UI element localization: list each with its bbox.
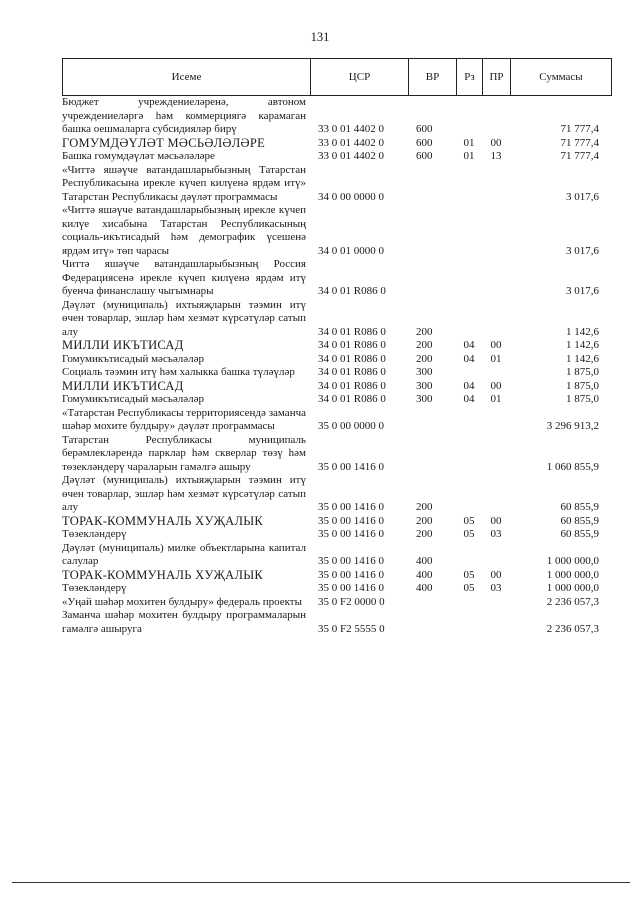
cell-pr: [482, 474, 510, 515]
cell-sum: [510, 407, 610, 434]
cell-name: [62, 339, 310, 353]
table-row: [62, 299, 612, 340]
cell-csr: [310, 164, 408, 205]
cell-vr: [408, 339, 456, 353]
cell-name: [62, 150, 310, 164]
cell-vr: [408, 515, 456, 529]
cell-name: [62, 380, 310, 394]
cell-sum: [510, 137, 610, 151]
cell-rz: [456, 393, 482, 407]
cell-rz: [456, 596, 482, 610]
cell-sum: [510, 258, 610, 299]
table-row: [62, 515, 612, 529]
page-number: 131: [310, 30, 330, 44]
page-bottom-rule: [12, 882, 630, 883]
cell-name: [62, 258, 310, 299]
cell-vr-text: 600: [416, 123, 433, 135]
cell-name-text: МИЛЛИ ИКЪТИСАД: [62, 378, 184, 393]
cell-pr-text: 00: [490, 379, 502, 392]
cell-vr-text: 200: [416, 528, 433, 540]
cell-rz: [456, 474, 482, 515]
cell-pr: [482, 515, 510, 529]
cell-pr: [482, 339, 510, 353]
table-row: [62, 137, 612, 151]
cell-csr-text: 34 0 01 R086 0: [318, 366, 386, 378]
cell-name-text: Гомумикътисадый мәсьәләләр: [62, 352, 204, 365]
cell-sum-text: 60 855,9: [560, 528, 599, 540]
header-vr: ВР: [409, 59, 457, 95]
cell-sum: [510, 204, 610, 258]
cell-vr-text: 400: [416, 582, 433, 594]
cell-name: [62, 582, 310, 596]
cell-name-text: ТОРАК-КОММУНАЛЬ ХУҖАЛЫК: [62, 513, 264, 528]
cell-vr: [408, 434, 456, 475]
cell-vr: [408, 96, 456, 137]
cell-pr: [482, 353, 510, 367]
cell-sum: [510, 366, 610, 380]
cell-rz: [456, 339, 482, 353]
cell-name-text: «Уңай шәһәр мохитен булдыру» федераль проекты: [62, 595, 303, 608]
cell-rz: [456, 258, 482, 299]
cell-vr-text: 400: [416, 568, 433, 581]
table-row: [62, 582, 612, 596]
cell-csr-text: 34 0 01 R086 0: [318, 339, 386, 351]
cell-csr: [310, 380, 408, 394]
cell-sum: [510, 353, 610, 367]
cell-csr-text: 35 0 00 1416 0: [318, 568, 384, 581]
cell-vr: [408, 137, 456, 151]
cell-sum: [510, 150, 610, 164]
table-row: [62, 569, 612, 583]
cell-rz-text: 04: [463, 352, 475, 365]
cell-csr-text: 35 0 F2 5555 0: [318, 622, 385, 635]
cell-name: [62, 542, 310, 569]
cell-rz: [456, 582, 482, 596]
cell-csr-text: 34 0 01 R086 0: [318, 379, 386, 392]
table-row: [62, 407, 612, 434]
cell-name: [62, 164, 310, 205]
cell-sum: [510, 164, 610, 205]
cell-vr-text: 400: [416, 555, 433, 567]
cell-name-text: Гомумикътисадый мәсьәләләр: [62, 393, 204, 405]
cell-sum-text: 1 060 855,9: [546, 460, 599, 473]
table-row: [62, 96, 612, 137]
cell-csr: [310, 258, 408, 299]
cell-name: [62, 204, 310, 258]
cell-rz: [456, 96, 482, 137]
cell-rz-text: 01: [463, 136, 475, 149]
cell-name-text: Дәүләт (муниципаль) милке объектларына капитал салулар: [62, 541, 306, 567]
table-row: [62, 366, 612, 380]
cell-csr: [310, 366, 408, 380]
cell-sum-text: 2 236 057,3: [546, 595, 599, 608]
cell-name-text: МИЛЛИ ИКЪТИСАД: [62, 338, 184, 352]
cell-rz: [456, 299, 482, 340]
cell-pr-text: 00: [490, 514, 502, 527]
cell-name-text: Татарстан Республикасы муниципаль берәмлекләрендә парклар һәм скверлар төзү һәм төзекләндерү чараларын гамәлгә ашыру: [62, 433, 306, 473]
cell-csr-text: 35 0 00 1416 0: [318, 460, 384, 473]
cell-vr-text: 200: [416, 352, 433, 365]
cell-pr: [482, 204, 510, 258]
cell-csr: [310, 528, 408, 542]
cell-sum-text: 3 296 913,2: [546, 420, 599, 432]
cell-vr: [408, 299, 456, 340]
cell-csr-text: 34 0 00 0000 0: [318, 190, 384, 203]
cell-name-text: ТОРАК-КОММУНАЛЬ ХУҖАЛЫК: [62, 567, 264, 582]
cell-name: [62, 353, 310, 367]
cell-csr-text: 34 0 01 R086 0: [318, 393, 386, 405]
cell-sum-text: 60 855,9: [560, 514, 599, 527]
cell-name: [62, 596, 310, 610]
cell-pr: [482, 258, 510, 299]
cell-rz: [456, 569, 482, 583]
cell-sum: [510, 299, 610, 340]
cell-csr: [310, 150, 408, 164]
cell-rz: [456, 380, 482, 394]
cell-rz-text: 05: [463, 582, 475, 594]
cell-vr: [408, 366, 456, 380]
cell-csr-text: 33 0 01 4402 0: [318, 123, 384, 135]
cell-name-text: ГОМУМДӘҮЛӘТ МӘСЬӘЛӘЛӘРЕ: [62, 135, 266, 150]
cell-pr-text: 13: [490, 150, 502, 162]
cell-name: [62, 137, 310, 151]
cell-vr-text: 200: [416, 325, 433, 338]
cell-csr-text: 34 0 01 0000 0: [318, 244, 384, 257]
cell-name-text: Дәүләт (муниципаль) ихтыяҗларын тәэмин итү өчен товарлар, эшләр һәм хезмәт күрсәтүләр сатып алу: [62, 298, 306, 338]
cell-rz: [456, 515, 482, 529]
header-pr: ПР: [483, 59, 511, 95]
table-row: [62, 609, 612, 636]
cell-csr: [310, 137, 408, 151]
cell-sum-text: 3 017,6: [566, 190, 599, 203]
cell-vr: [408, 258, 456, 299]
cell-name: [62, 569, 310, 583]
cell-csr: [310, 569, 408, 583]
table-row: [62, 393, 612, 407]
cell-pr: [482, 150, 510, 164]
cell-rz-text: 05: [463, 514, 475, 527]
cell-rz-text: 04: [463, 393, 475, 405]
cell-name-text: Төзекләндерү: [62, 528, 127, 540]
cell-sum-text: 71 777,4: [560, 123, 599, 135]
header-rz: Рз: [457, 59, 483, 95]
cell-sum-text: 1 875,0: [566, 366, 599, 378]
cell-pr: [482, 542, 510, 569]
cell-name: [62, 393, 310, 407]
cell-rz: [456, 366, 482, 380]
cell-pr: [482, 582, 510, 596]
cell-vr: [408, 380, 456, 394]
cell-csr-text: 35 0 00 1416 0: [318, 528, 384, 540]
cell-csr: [310, 393, 408, 407]
cell-vr: [408, 164, 456, 205]
cell-vr: [408, 596, 456, 610]
cell-rz-text: 04: [463, 339, 475, 351]
cell-pr: [482, 434, 510, 475]
cell-sum-text: 1 000 000,0: [546, 568, 599, 581]
table-row: [62, 528, 612, 542]
cell-pr: [482, 528, 510, 542]
cell-name: [62, 609, 310, 636]
cell-rz: [456, 164, 482, 205]
cell-vr: [408, 353, 456, 367]
cell-pr: [482, 164, 510, 205]
cell-vr: [408, 204, 456, 258]
cell-sum: [510, 515, 610, 529]
cell-name: [62, 434, 310, 475]
cell-csr-text: 34 0 01 R086 0: [318, 285, 386, 297]
cell-csr: [310, 596, 408, 610]
cell-pr: [482, 569, 510, 583]
cell-sum: [510, 609, 610, 636]
cell-pr: [482, 596, 510, 610]
cell-pr-text: 00: [490, 136, 502, 149]
cell-sum: [510, 596, 610, 610]
cell-rz: [456, 609, 482, 636]
cell-rz: [456, 204, 482, 258]
cell-csr: [310, 339, 408, 353]
cell-vr: [408, 542, 456, 569]
cell-csr-text: 35 0 F2 0000 0: [318, 595, 385, 608]
cell-pr: [482, 393, 510, 407]
cell-vr-text: 200: [416, 501, 433, 513]
table-row: [62, 542, 612, 569]
cell-sum-text: 1 875,0: [566, 393, 599, 405]
cell-pr: [482, 96, 510, 137]
cell-csr-text: 34 0 01 R086 0: [318, 352, 386, 365]
cell-rz: [456, 407, 482, 434]
cell-vr-text: 600: [416, 150, 433, 162]
cell-rz: [456, 353, 482, 367]
table-body: [62, 96, 612, 636]
cell-vr-text: 300: [416, 393, 433, 405]
table-row: [62, 596, 612, 610]
cell-rz: [456, 137, 482, 151]
cell-name-text: Заманча шәһәр мохитен булдыру программаларын гамәлгә ашыруга: [62, 609, 306, 635]
cell-vr-text: 300: [416, 379, 433, 392]
header-name: Исеме: [63, 59, 311, 95]
table-header: [62, 58, 612, 96]
cell-csr-text: 35 0 00 1416 0: [318, 501, 384, 513]
cell-pr: [482, 380, 510, 394]
cell-name: [62, 96, 310, 137]
cell-vr: [408, 528, 456, 542]
cell-name-text: Башка гомумдәүләт мәсьәләләре: [62, 150, 215, 162]
cell-rz-text: 05: [463, 568, 475, 581]
cell-name: [62, 299, 310, 340]
cell-sum-text: 71 777,4: [560, 136, 599, 149]
table-row: [62, 434, 612, 475]
cell-vr: [408, 407, 456, 434]
header-sum: Суммасы: [539, 71, 583, 83]
cell-name-text: Дәүләт (муниципаль) ихтыяҗларын тәэмин итү өчен товарлар, эшләр һәм хезмәт күрсәтүләр сатып алу: [62, 474, 306, 513]
cell-rz-text: 05: [463, 528, 475, 540]
cell-vr: [408, 582, 456, 596]
cell-pr-text: 00: [490, 339, 502, 351]
cell-pr: [482, 299, 510, 340]
cell-csr: [310, 515, 408, 529]
cell-pr-text: 01: [490, 352, 502, 365]
cell-vr: [408, 150, 456, 164]
cell-sum-text: 1 142,6: [566, 339, 599, 351]
cell-pr: [482, 137, 510, 151]
cell-csr-text: 35 0 00 1416 0: [318, 514, 384, 527]
cell-csr-text: 35 0 00 1416 0: [318, 582, 384, 594]
table-row: [62, 474, 612, 515]
cell-vr-text: 200: [416, 514, 433, 527]
cell-pr-text: 01: [490, 393, 502, 405]
cell-sum: [510, 582, 610, 596]
cell-sum-text: 1 000 000,0: [546, 555, 599, 567]
cell-csr-text: 33 0 01 4402 0: [318, 150, 384, 162]
cell-csr-text: 34 0 01 R086 0: [318, 325, 386, 338]
cell-name-text: «Читтә яшәүче ватандашларыбызның ирекле күчеп килүе хисабына Татарстан Республикасының социаль-икътисадый һәм демографик үсешенә ярдәм итү» төп чарасы: [62, 204, 306, 257]
cell-rz: [456, 528, 482, 542]
cell-sum-text: 3 017,6: [566, 244, 599, 257]
cell-csr-text: 35 0 00 1416 0: [318, 555, 384, 567]
cell-name-text: «Читтә яшәүче ватандашларыбызның Татарстан Республикасына ирекле күчеп килүенә ярдәм итү» Татарстан Республикасы дәүләт программасы: [62, 163, 306, 203]
cell-csr: [310, 96, 408, 137]
cell-pr-text: 00: [490, 568, 502, 581]
cell-rz-text: 01: [463, 150, 475, 162]
cell-pr: [482, 609, 510, 636]
cell-sum: [510, 569, 610, 583]
table-row: [62, 353, 612, 367]
cell-name: [62, 366, 310, 380]
cell-sum: [510, 393, 610, 407]
cell-sum: [510, 528, 610, 542]
cell-sum: [510, 542, 610, 569]
table-row: [62, 258, 612, 299]
cell-csr: [310, 434, 408, 475]
table-row: [62, 204, 612, 258]
cell-csr: [310, 299, 408, 340]
cell-csr: [310, 474, 408, 515]
cell-sum-text: 71 777,4: [560, 150, 599, 162]
cell-sum-text: 1 142,6: [566, 352, 599, 365]
cell-sum-text: 60 855,9: [560, 501, 599, 513]
cell-csr-text: 33 0 01 4402 0: [318, 136, 384, 149]
cell-pr: [482, 407, 510, 434]
cell-sum: [510, 474, 610, 515]
cell-csr: [310, 353, 408, 367]
cell-vr: [408, 474, 456, 515]
cell-csr: [310, 542, 408, 569]
cell-sum-text: 1 875,0: [566, 379, 599, 392]
cell-sum: [510, 434, 610, 475]
cell-name-text: Төзекләндерү: [62, 582, 127, 594]
cell-csr-text: 35 0 00 0000 0: [318, 420, 384, 432]
cell-vr: [408, 393, 456, 407]
cell-rz: [456, 434, 482, 475]
cell-rz: [456, 150, 482, 164]
cell-vr-text: 600: [416, 136, 433, 149]
cell-rz-text: 04: [463, 379, 475, 392]
cell-name-text: Социаль тәэмин итү һәм халыкка башка түләүләр: [62, 366, 295, 378]
cell-name: [62, 515, 310, 529]
cell-vr-text: 300: [416, 366, 433, 378]
cell-csr: [310, 582, 408, 596]
cell-name: [62, 407, 310, 434]
table-row: [62, 164, 612, 205]
cell-name: [62, 528, 310, 542]
cell-csr: [310, 204, 408, 258]
cell-name-text: «Татарстан Республикасы территориясендә заманча шәһәр мохите булдыру» дәүләт программасы: [62, 406, 306, 432]
cell-vr: [408, 609, 456, 636]
cell-pr-text: 03: [490, 528, 502, 540]
cell-sum-text: 2 236 057,3: [546, 622, 599, 635]
table-row: [62, 380, 612, 394]
table-row: [62, 150, 612, 164]
cell-sum-text: 1 000 000,0: [546, 582, 599, 594]
cell-name-text: Читтә яшәүче ватандашларыбызның Россия Федерациясенә ирекле күчеп килүенә ярдәм итү буенча финанслашу чыгымнары: [62, 258, 306, 297]
cell-sum-text: 3 017,6: [566, 285, 599, 297]
cell-pr: [482, 366, 510, 380]
cell-sum: [510, 339, 610, 353]
cell-csr: [310, 609, 408, 636]
cell-sum-text: 1 142,6: [566, 325, 599, 338]
cell-pr-text: 03: [490, 582, 502, 594]
cell-rz: [456, 542, 482, 569]
cell-sum: [510, 380, 610, 394]
table-row: [62, 339, 612, 353]
cell-vr-text: 200: [416, 339, 433, 351]
header-csr: ЦСР: [311, 59, 409, 95]
cell-sum: [510, 96, 610, 137]
cell-vr: [408, 569, 456, 583]
cell-csr: [310, 407, 408, 434]
cell-name: [62, 474, 310, 515]
cell-name-text: Бюджет учреждениеләренә, автоном учреждениеләргә һәм коммерциягә карамаган башка оешмаларга субсидияләр бирү: [62, 96, 306, 135]
